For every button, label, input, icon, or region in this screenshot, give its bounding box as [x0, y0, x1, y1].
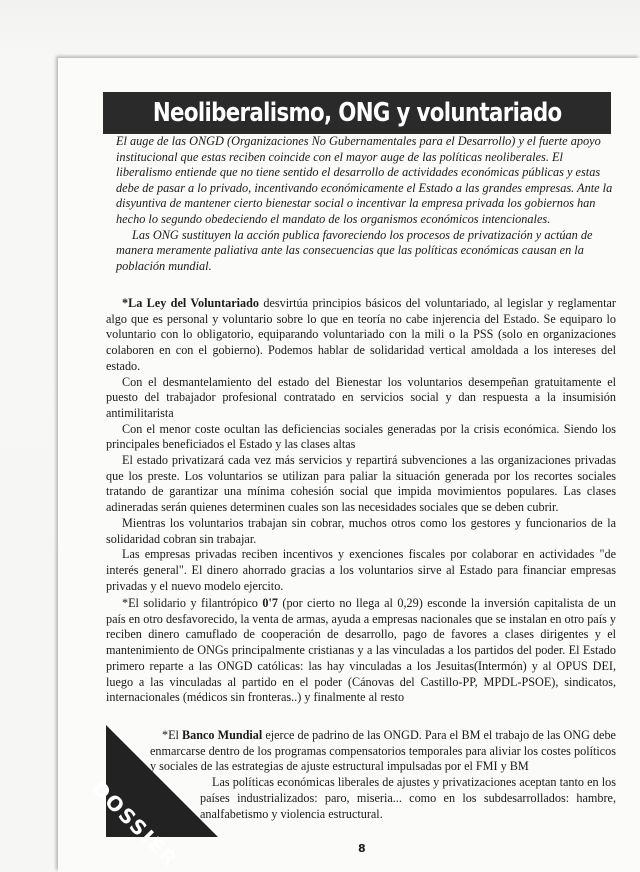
section1-lead-rest: desvirtúa principios básicos del voluntariado, al legislar y reglamentar algo que es personal y voluntario sobre lo que en teoría no cabe injerencia del Estado. Se equiparo lo voluntario con lo obligatorio, equiparando voluntariado con la mili o la PSS (solo en organizaciones colaboren en con el gobierno). Podemos hablar de solidaridad vertical amoldada a los intereses del estado.: [106, 296, 616, 373]
section2-text: (por cierto no llega al 0,29) esconde la inversión capitalista de un país en otro desfavorecido, la venta de armas, ayuda a empresas nacionales que se instalan en otro país y reciben dinero camuflado de cooperación de desarrollo, pago de favores a clases dirigentes y el mantenimiento de ONGs principalmente cristianas y a las vinculadas a los partidos del poder. El Estado primero reparte a las ONGD católicas: las hay vinculadas a los Jesuitas(Intermón) y al OPUS DEI, luego a las vinculadas al partido en el poder (Cánovas del Castillo-PP, MPDL-PSOE), sindicatos, internacionales (médicos sin fronteras..) y finalmente al resto: [106, 596, 617, 705]
section2-paragraph: [106, 596, 616, 706]
section1-lead-bold: *La Ley del Voluntariado: [122, 296, 259, 310]
section-voluntariado: [106, 296, 616, 594]
section1-paragraph-1: Con el desmantelamiento del estado del Bienestar los voluntarios desempeñan gratuitamente el puesto del trabajador profesional contratado en servicios social y dan respuesta a la insumisión antimilitarista: [106, 374, 616, 420]
dossier-label: DOSSIER: [87, 776, 184, 872]
intro-paragraph-1: El auge de las ONGD (Organizaciones No Gubernamentales para el Desarrollo) y el fuerte apoyo institucional que estas reciben coincide con el mayor auge de las políticas neoliberales. El liberalismo entiende que no tiene sentido el desarrollo de actividades económicas públicas y estas debe de pasar a lo privado, incentivando económicamente el Estado a las grandes empresas. Ante la disyuntiva de mantener cierto bienestar social o incentivar la empresa privada los gobiernos han hecho lo segundo obedeciendo el mandato de los organismos económicos intencionales.: [116, 134, 613, 226]
title-banner: [103, 92, 611, 134]
section-cero-siete: [106, 596, 616, 706]
page-number: 8: [358, 842, 366, 855]
intro-text: [116, 134, 616, 274]
section3-lead: *El: [162, 728, 182, 742]
section3-text: ejerce de padrino de las ONGD. Para el BM el trabajo de las ONG debe enmarcarse dentro de los programas compensatorios temporales para aliviar los costes políticos y sociales de las estrategias de ajuste estructural impulsadas por el FMI y BM: [150, 728, 616, 774]
section1-paragraph-3: El estado privatizará cada vez más servicios y repartirá subvenciones a las organizaciones privadas que los preste. Los voluntarios se utilizan para paliar la situación generada por los recortes sociales tratando de garantizar una mínima cohesión social que impida movimientos populares. Las clases adineradas serán quienes determinen cuales son las necesidades sociales que se deben cubrir.: [106, 453, 616, 515]
section-banco-mundial: [150, 728, 616, 822]
section1-paragraph-2: Con el menor coste ocultan las deficiencias sociales generadas por la crisis económica. Siendo los principales beneficiados el Estado y las clases altas: [106, 421, 616, 452]
intro-paragraph-2: Las ONG sustituyen la acción publica favoreciendo los procesos de privatización y actúan de manera meramente paliativa ante las consecuencias que las políticas económicas causan en la población mundial.: [116, 227, 593, 273]
section3-paragraph-2: Las políticas económicas liberales de ajustes y privatizaciones aceptan tanto en los países industrializados: paro, miseria... como en los subdesarrollados: hambre, analfabetismo y violencia estructural.: [200, 775, 616, 821]
section1-lead-paragraph: [106, 296, 616, 375]
section3-paragraph-1: [150, 728, 616, 775]
section2-lead-bold: 0'7: [262, 596, 278, 610]
page-title: Neoliberalismo, ONG y voluntariado: [152, 98, 562, 128]
section1-paragraph-5: Las empresas privadas reciben incentivos y exenciones fiscales por colaborar en actividades "de interés general". El dinero ahorrado gracias a los voluntarios sirve al Estado para financiar empresas privadas y el nuevo modelo ejercito.: [106, 547, 616, 593]
section1-paragraph-4: Mientras los voluntarios trabajan sin cobrar, muchos otros como los gestores y funcionarios de la solidaridad cobran sin trabajar.: [106, 515, 616, 546]
section3-lead-bold: Banco Mundial: [182, 728, 263, 742]
section2-lead: *El solidario y filantrópico: [122, 596, 263, 610]
